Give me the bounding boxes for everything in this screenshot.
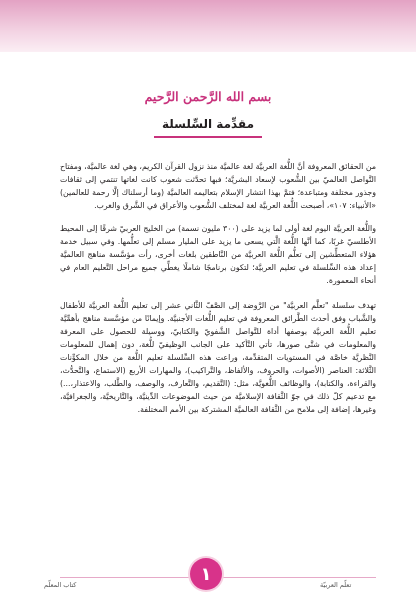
page-number-badge: ١ [190,558,222,590]
paragraph-3: تهدف سلسلة "تعلَّم العربيَّة" من الرَّوضة إلى الصَّفّ الثَّاني عشر إلى تعليم اللُّغة العربيَّة للأطفال والشَّباب وفق أحدث الطَّرائق المعروفة في تعليم اللُّغات الأجنبيَّة. وإيمانًا من مؤسَّسة مناهج بأهمِّيَّة تعليم اللُّغة العربيَّة بوصفها أداة للتَّواصل الشَّفويّ والكتابيّ، ووسيلة للحصول على المعرفة والمعلومات في شتَّى صورها، تأتي التَّأكيد على الجانب الوظيفيّ للُّغة، دون إهمال للمعلومات النَّظريَّة خاصَّة في المستويات المتقدِّمة، وراعت هذه السِّلسلة تعليم اللُّغة من خلال المكوِّنات الثَّلاثة: العناصر (الأصوات، والحروف، والألفاظ، والتَّراكيب)، والمهارات الأربع (الاستماع، والتَّحدُّث، والقراءة، والكتابة)، والوظائف اللُّغويَّة، مثل: (التَّقديم، والتَّعارف، والوصف، والطَّلب، والاعتذار،...) مع تدعيم كلّ ذلك في جوّ الثَّقافة الإسلاميَّة من حيث الموضوعات الدِّينيَّة، والتَّاريخيَّة، والجغرافيَّة، وغيرها، إضافة إلى ملامح من الثَّقافة العالميَّة المشتركة بين الأمم المختلفة. [60,301,376,414]
footer-book-label: كتاب المعلّم [44,581,77,589]
paragraph-1: من الحقائق المعروفة أنَّ اللُّغة العربيَّة لغة عالميَّة منذ نزول القرآن الكريم، وهي لغة عالميَّة، ومفتاح التَّواصل العالميّ بين الشُّعوب لإسعاد البشريَّة؛ فبها تحدَّثت شعوب كانت لغاتها تنتمي إلى ثقافات وجذور مختلفة ومتباعدة؛ فتمَّ بهذا انتشار الإسلام بتعاليمه العالميَّة (وما أرسلناك إلَّا رحمة للعالمين) «الأنبياء: ١٠٧»، أصبحت اللُّغة العربيَّة لغة لمختلف الشُّعوب والأعراق في الشَّرق والغرب. [60,162,376,210]
page-title: مقدِّمة السِّلسلة [162,117,254,131]
basmala-heading: بسم الله الرَّحمن الرَّحيم [144,89,272,104]
title-underline [154,136,262,138]
body-text [60,160,376,426]
header-band [0,0,416,52]
paragraph-2: واللُّغة العربيَّة اليوم لغة أولى لما يزيد على (٣٠٠ مليون نسمة) من الخليج العربيّ شرقًا إلى المحيط الأطلسيّ غربًا، كما أنَّها اللُّغة الَّتي يسعى ما يزيد على المليار مسلم إلى تعلُّمها. وفي سبيل خدمة هؤلاء المتعطِّشين إلى تعلُّم اللُّغة العربيَّة من النَّاطقين بلغات أخرى، رأت مؤسَّسة مناهج العالميَّة إعداد هذه السِّلسلة في تعليم العربيَّة؛ لتكون برنامجًا شاملًا يغطِّي جميع مراحل التَّعليم العام في أنحاء المعمورة. [60,224,376,285]
footer-series-label: تعلّم العربيّة [320,581,352,589]
